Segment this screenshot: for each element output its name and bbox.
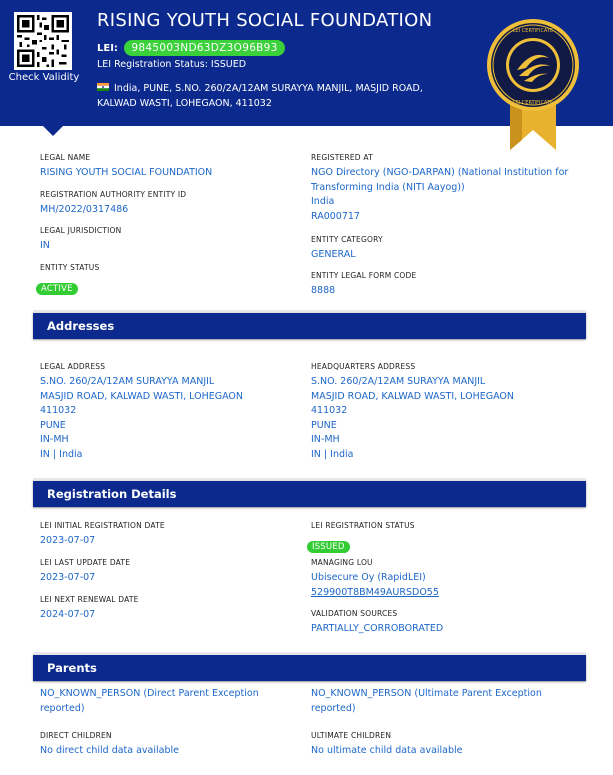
registered-at-code: RA000717	[311, 210, 360, 222]
headquarters-address-line: PUNE	[311, 419, 337, 431]
header-address-line-2: KALWAD WASTI, LOHEGAON, 411032	[97, 98, 272, 109]
header-pointer	[42, 125, 64, 136]
ra-entity-id-value: MH/2022/0317486	[40, 204, 129, 215]
legal-address-line: 411032	[40, 405, 77, 416]
entity-status-label: ENTITY STATUS	[40, 263, 100, 272]
headquarters-address-line: MASJID ROAD, KALWAD WASTI, LOHEGAON	[311, 390, 515, 402]
direct-children-label: DIRECT CHILDREN	[40, 731, 112, 740]
managing-lou-code-link[interactable]: 529900T8BM49AURSDO55	[311, 586, 439, 598]
entity-category-field	[311, 235, 571, 263]
lei-certificate-seal-icon	[486, 18, 580, 112]
check-validity-link[interactable]: Check Validity	[8, 72, 80, 83]
qr-code-icon	[17, 15, 69, 67]
legal-name-label: LEGAL NAME	[40, 153, 91, 162]
ra-entity-id-label: REGISTRATION AUTHORITY ENTITY ID	[40, 190, 187, 199]
legal-address-line: MASJID ROAD, KALWAD WASTI, LOHEGAON	[40, 390, 244, 402]
headquarters-address-line: 411032	[311, 405, 348, 416]
legal-name-field	[40, 153, 300, 181]
validation-sources-field	[311, 609, 571, 637]
lei-code-badge[interactable]: 9845003ND63DZ3O96B93	[124, 40, 284, 56]
registered-at-country: India	[311, 196, 335, 207]
registered-at-field	[311, 153, 591, 224]
ultimate-parent-line-1: NO_KNOWN_PERSON (Ultimate Parent Exception	[311, 688, 542, 699]
seal-text-bottom: LEI CERTIFICATE	[512, 100, 554, 106]
entity-category-value: GENERAL	[311, 249, 356, 260]
lei-registration-status-label: LEI REGISTRATION STATUS	[311, 521, 415, 530]
registration-section-header: Registration Details	[33, 481, 586, 507]
legal-address-label: LEGAL ADDRESS	[40, 362, 106, 371]
registered-at-line-2: Transforming India (NITI Aayog))	[311, 181, 465, 193]
validation-sources-value: PARTIALLY_CORROBORATED	[311, 623, 444, 634]
initial-registration-label: LEI INITIAL REGISTRATION DATE	[40, 521, 165, 530]
direct-parent-line-1: NO_KNOWN_PERSON (Direct Parent Exception	[40, 688, 259, 699]
managing-lou-field	[311, 558, 571, 600]
legal-address-line: PUNE	[40, 419, 66, 431]
legal-form-label: ENTITY LEGAL FORM CODE	[311, 271, 417, 280]
ultimate-children-value: No ultimate child data available	[311, 745, 463, 756]
seal-text-top: LEI CERTIFICATE	[512, 28, 554, 34]
headquarters-address-label: HEADQUARTERS ADDRESS	[311, 362, 416, 371]
entity-status-field	[40, 263, 300, 295]
legal-form-value: 8888	[311, 285, 336, 296]
lei-registration-status-badge: ISSUED	[307, 541, 350, 553]
qr-code[interactable]	[14, 12, 72, 70]
jurisdiction-field	[40, 226, 300, 254]
headquarters-address-line: IN-MH	[311, 434, 340, 445]
managing-lou-label: MANAGING LOU	[311, 558, 373, 567]
jurisdiction-label: LEGAL JURISDICTION	[40, 226, 122, 235]
lei-registration-status-field	[311, 521, 571, 553]
headquarters-address-line: IN | India	[311, 448, 354, 460]
entity-status-badge: ACTIVE	[36, 283, 78, 295]
next-renewal-field	[40, 595, 300, 623]
registered-at-label: REGISTERED AT	[311, 153, 373, 162]
lei-row	[97, 40, 285, 56]
next-renewal-label: LEI NEXT RENEWAL DATE	[40, 595, 139, 604]
india-flag-icon	[97, 83, 109, 91]
jurisdiction-value: IN	[40, 240, 50, 251]
ra-entity-id-field	[40, 190, 300, 218]
lei-label: LEI:	[97, 43, 118, 54]
ultimate-children-field	[311, 731, 571, 759]
direct-parent-field	[40, 687, 305, 716]
header-address-line-1: India, PUNE, S.NO. 260/2A/12AM SURAYYA MANJIL, MASJID ROAD,	[114, 83, 423, 94]
page-title: RISING YOUTH SOCIAL FOUNDATION	[97, 10, 433, 31]
addresses-section-header: Addresses	[33, 313, 586, 339]
entity-category-label: ENTITY CATEGORY	[311, 235, 383, 244]
headquarters-address-line: S.NO. 260/2A/12AM SURAYYA MANJIL	[311, 376, 486, 387]
header-address	[97, 81, 457, 111]
legal-address-line: IN-MH	[40, 434, 69, 445]
legal-address-field	[40, 362, 305, 462]
direct-children-value: No direct child data available	[40, 745, 179, 756]
initial-registration-field	[40, 521, 300, 549]
headquarters-address-field	[311, 362, 591, 462]
parents-section-header: Parents	[33, 655, 586, 681]
ultimate-parent-field	[311, 687, 591, 716]
legal-address-line: S.NO. 260/2A/12AM SURAYYA MANJIL	[40, 376, 215, 387]
next-renewal-value: 2024-07-07	[40, 609, 96, 620]
legal-address-line: IN | India	[40, 448, 83, 460]
initial-registration-value: 2023-07-07	[40, 535, 96, 546]
legal-name-value: RISING YOUTH SOCIAL FOUNDATION	[40, 167, 213, 178]
ultimate-children-label: ULTIMATE CHILDREN	[311, 731, 392, 740]
ultimate-parent-line-2: reported)	[311, 702, 356, 714]
last-update-label: LEI LAST UPDATE DATE	[40, 558, 131, 567]
registered-at-line-1: NGO Directory (NGO-DARPAN) (National Institution for	[311, 167, 569, 178]
legal-form-field	[311, 271, 571, 299]
direct-parent-line-2: reported)	[40, 702, 85, 714]
last-update-value: 2023-07-07	[40, 572, 96, 583]
managing-lou-name: Ubisecure Oy (RapidLEI)	[311, 572, 426, 583]
direct-children-field	[40, 731, 300, 759]
last-update-field	[40, 558, 300, 586]
registration-status-line: LEI Registration Status: ISSUED	[97, 59, 247, 70]
validation-sources-label: VALIDATION SOURCES	[311, 609, 398, 618]
